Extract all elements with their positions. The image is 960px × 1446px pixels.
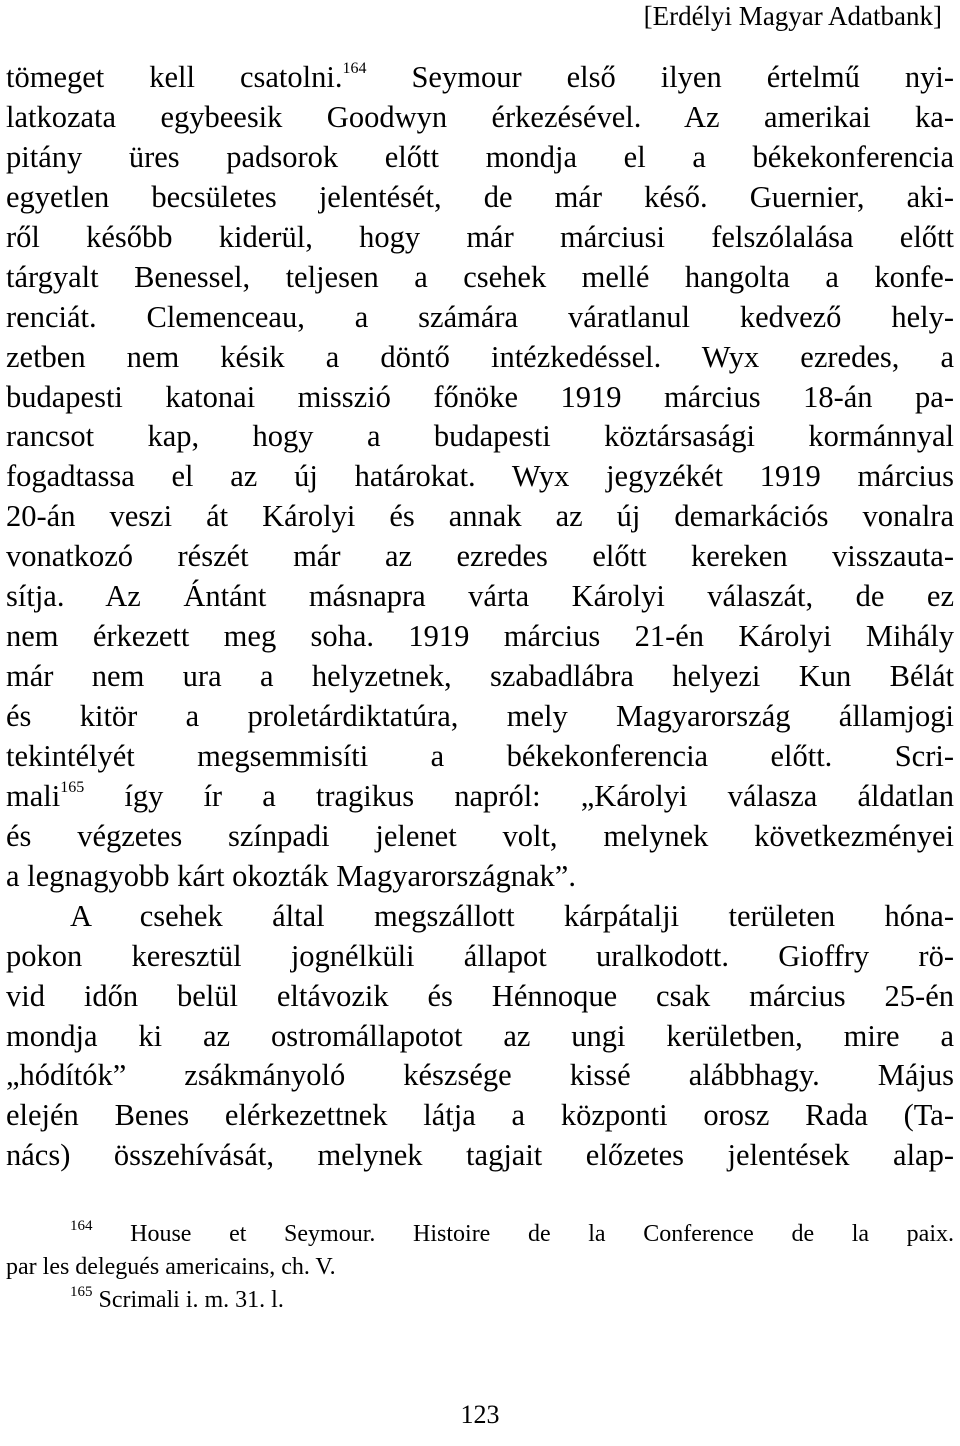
text-line: 20-án veszi át Károlyi és annak az új demarkációs vonalra <box>6 499 954 534</box>
footnote-165 <box>6 1284 954 1317</box>
text-line: ről később kiderül, hogy már márciusi felszólalása előtt <box>6 219 954 254</box>
text-line: nács) összehívását, melynek tagjait előzetes jelentések alap- <box>6 1138 954 1173</box>
main-text <box>6 58 954 1176</box>
text-line: renciát. Clemenceau, a számára váratlanul kedvező hely- <box>6 299 954 334</box>
text-line: nem érkezett meg soha. 1919 március 21-én Károlyi Mihály <box>6 619 954 654</box>
text-line: mondja ki az ostromállapotot az ungi kerületben, mire a <box>6 1018 954 1053</box>
text-line: tekintélyét megsemmisíti a békekonferencia előtt. Scri- <box>6 738 954 773</box>
footnote-number: 165 <box>70 1284 93 1300</box>
text-line: „hódítók” zsákmányoló készsége kissé alábbhagy. Május <box>6 1058 954 1093</box>
text-line: sítja. Az Ántánt másnapra várta Károlyi válaszát, de ez <box>6 579 954 614</box>
text-line: latkozata egybeesik Goodwyn érkezésével. Az amerikai ka- <box>6 99 954 134</box>
footnote-ref-164[interactable]: 164 <box>342 60 367 77</box>
text-line: és végzetes színpadi jelenet volt, melynek következményei <box>6 818 954 853</box>
text-fragment: így ír a tragikus napról: „Károlyi válasza áldatlan <box>84 778 954 813</box>
text-line: fogadtassa el az új határokat. Wyx jegyzékét 1919 március <box>6 459 954 494</box>
text-line <box>6 58 954 98</box>
text-line: rancsot kap, hogy a budapesti köztársasági kormánnyal <box>6 419 954 454</box>
text-fragment: tömeget kell csatolni. <box>6 60 343 94</box>
text-line: pokon keresztül jognélküli állapot uralkodott. Gioffry rö- <box>6 938 954 973</box>
footnotes <box>6 1218 954 1317</box>
text-line: tárgyalt Benessel, teljesen a csehek mellé hangolta a konfe- <box>6 259 954 294</box>
paragraph-last-line: a legnagyobb kárt okozták Magyarországnak”. <box>6 858 576 893</box>
text-line: vonatkozó részét már az ezredes előtt kereken visszauta- <box>6 539 954 574</box>
source-header: [Erdélyi Magyar Adatbank] <box>643 1 942 31</box>
text-line: egyetlen becsületes jelentését, de már késő. Guernier, aki- <box>6 179 954 214</box>
text-line: vid időn belül eltávozik és Hénnoque csak március 25-én <box>6 978 954 1013</box>
footnote-164-continuation: par les delegués americains, ch. V. <box>6 1254 336 1280</box>
text-line: pitány üres padsorok előtt mondja el a békekonferencia <box>6 139 954 174</box>
text-line: és kitör a proletárdiktatúra, mely Magyarország államjogi <box>6 699 954 733</box>
footnote-164 <box>6 1218 954 1251</box>
footnote-text: Scrimali i. m. 31. l. <box>92 1287 284 1313</box>
text-fragment: mali <box>6 778 61 813</box>
page-number: 123 <box>460 1400 500 1429</box>
paragraph-first-line: A csehek által megszállott kárpátalji területen hóna- <box>70 898 954 933</box>
text-line: budapesti katonai misszió főnöke 1919 március 18-án pa- <box>6 379 954 414</box>
footnote-ref-165[interactable]: 165 <box>60 778 85 796</box>
text-fragment: Seymour első ilyen értelmű nyi- <box>366 60 954 94</box>
footnote-number: 164 <box>70 1218 93 1234</box>
footnote-text: House et Seymour. Histoire de la Conference de la paix. <box>92 1221 954 1247</box>
text-line: elején Benes elérkezettnek látja a központi orosz Rada (Ta- <box>6 1098 954 1133</box>
text-line <box>6 777 954 817</box>
text-line: már nem ura a helyzetnek, szabadlábra helyezi Kun Bélát <box>6 659 954 694</box>
text-line: zetben nem késik a döntő intézkedéssel. Wyx ezredes, a <box>6 339 954 374</box>
